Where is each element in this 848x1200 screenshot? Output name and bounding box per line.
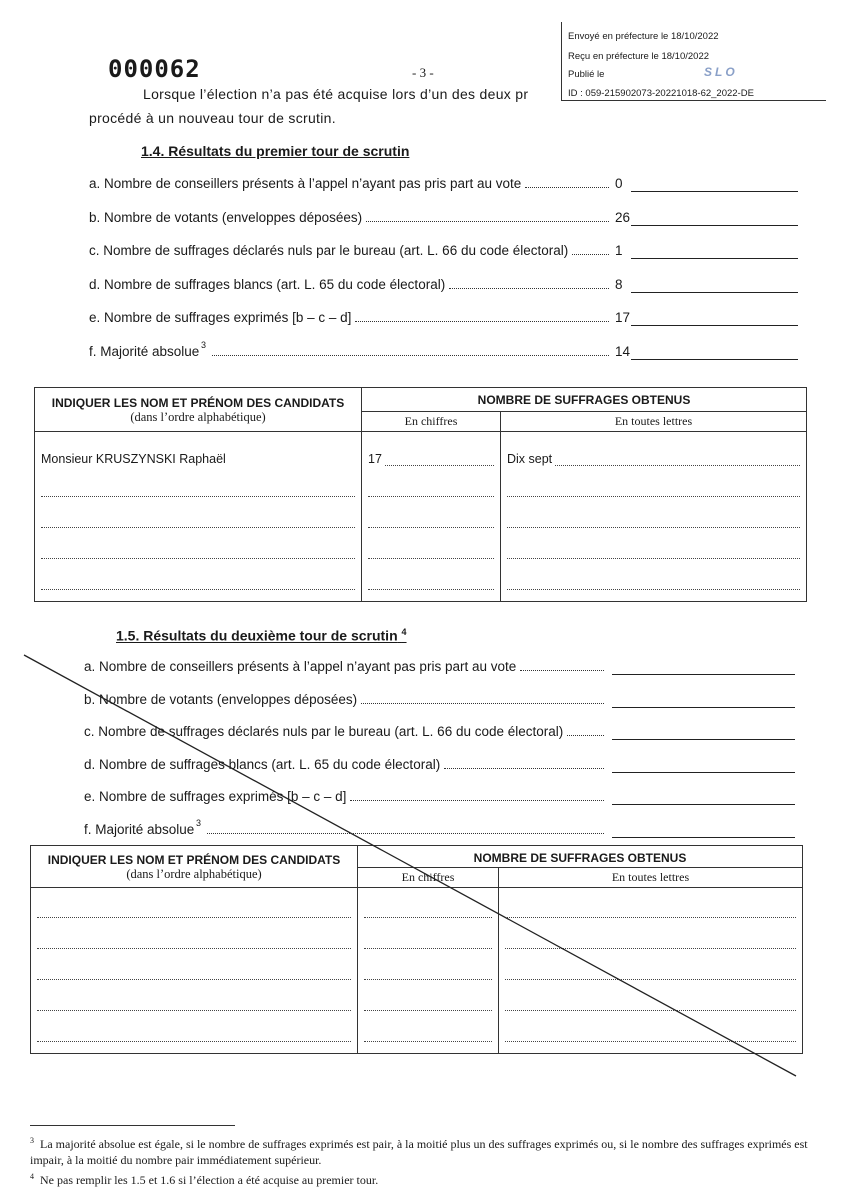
figures-column-header: En chiffres <box>362 412 501 432</box>
section-1-5-title: 1.5. Résultats du deuxième tour de scrutin $^4$ <box>116 627 407 644</box>
row-label: f. Majorité absolue <box>89 343 200 359</box>
footnote-4: $^4$ Ne pas remplir les 1.5 et 1.6 si l’élection a été acquise au premier tour. <box>30 1172 379 1187</box>
stamp-id: ID : 059-215902073-20221018-62_2022-DE <box>568 88 754 99</box>
intro-line-2: procédé à un nouveau tour de scrutin. <box>89 110 336 126</box>
votes-column-header-2: NOMBRE DE SUFFRAGES OBTENUS <box>358 846 803 868</box>
candidate-name: Monsieur KRUSZYNSKI Raphaël <box>41 452 226 466</box>
footnote-rule <box>30 1125 235 1126</box>
footnote-ref: 3 <box>201 339 207 350</box>
row-label: d. Nombre de suffrages blancs (art. L. 65 du code électoral) <box>89 276 446 292</box>
row-value: 1 <box>615 243 623 258</box>
stamp-published: Publié le <box>568 69 605 80</box>
row-label: a. Nombre de conseillers présents à l’appel n’ayant pas pris part au vote <box>89 176 522 191</box>
candidate-figures: 17 <box>368 452 382 466</box>
row-label: c. Nombre de suffrages déclarés nuls par le bureau (art. L. 66 du code électoral) <box>84 724 564 739</box>
row-value: 8 <box>615 276 623 292</box>
row-value: 14 <box>615 343 631 359</box>
row-label: e. Nombre de suffrages exprimés [b – c – d] <box>89 310 352 325</box>
section-1-4-title: 1.4. Résultats du premier tour de scrutin <box>141 143 410 159</box>
votes-column-header: NOMBRE DE SUFFRAGES OBTENUS <box>362 388 807 412</box>
page-number: - 3 - <box>412 65 434 80</box>
row-label: b. Nombre de votants (enveloppes déposées) <box>84 691 358 707</box>
figures-column-header-2: En chiffres <box>358 868 499 888</box>
candidates-column-header: INDIQUER LES NOM ET PRÉNOM DES CANDIDATS (dans l’ordre alphabétique) <box>35 388 362 432</box>
row-label: c. Nombre de suffrages déclarés nuls par le bureau (art. L. 66 du code électoral) <box>89 243 569 258</box>
stamp-received: Reçu en préfecture le 18/10/2022 <box>568 51 710 62</box>
row-value: 0 <box>615 176 623 191</box>
intro-line-1: Lorsque l’élection n’a pas été acquise lors d’un des deux pr <box>143 86 529 102</box>
row-label: b. Nombre de votants (enveloppes déposées) <box>89 209 363 225</box>
row-label: d. Nombre de suffrages blancs (art. L. 65 du code électoral) <box>84 756 441 772</box>
stamp-logo: SLO <box>704 65 738 79</box>
footnote-ref: 3 <box>196 817 202 828</box>
row-value: 26 <box>615 209 631 225</box>
words-column-header: En toutes lettres <box>501 412 807 432</box>
stamp-sent: Envoyé en préfecture le 18/10/2022 <box>568 31 719 42</box>
reference-number: 000062 <box>108 55 201 83</box>
candidates-column-header-2: INDIQUER LES NOM ET PRÉNOM DES CANDIDATS (dans l’ordre alphabétique) <box>31 846 358 888</box>
candidate-words: Dix sept <box>507 452 553 466</box>
row-label: f. Majorité absolue <box>84 821 195 837</box>
row-label: e. Nombre de suffrages exprimés [b – c – d] <box>84 789 347 804</box>
row-label: a. Nombre de conseillers présents à l’appel n’ayant pas pris part au vote <box>84 659 517 674</box>
footnote-3: $^3$ La majorité absolue est égale, si le nombre de suffrages exprimés est pair, à la moitié plus un des suffrages exprimés ou, si le nombre des suffrages exprimés est impair, à la moitié du nombre pair immédiatement supérieur. <box>30 1136 808 1167</box>
row-value: 17 <box>615 310 631 325</box>
words-column-header-2: En toutes lettres <box>499 868 803 888</box>
